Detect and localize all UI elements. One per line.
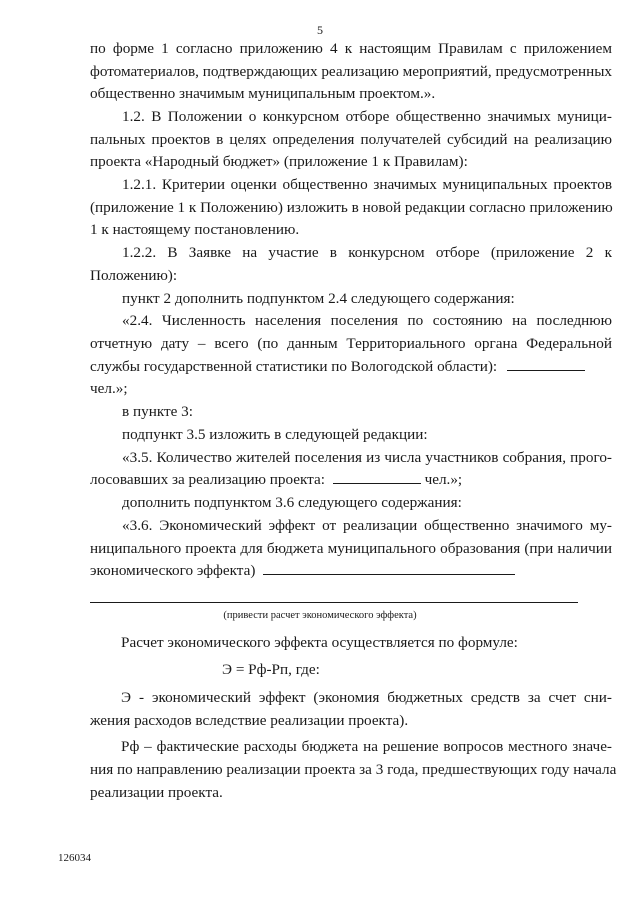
text-line: подпункт 3.5 изложить в следующей редакции: bbox=[122, 426, 428, 443]
text-line: фотоматериалов, подтверждающих реализацию мероприятий, предусмотренных bbox=[90, 63, 612, 80]
text-line: отчетную дату – всего (по данным Территориального органа Федеральной bbox=[90, 335, 612, 352]
text-line bbox=[90, 357, 612, 377]
fill-in-caption: (привести расчет экономического эффекта) bbox=[223, 610, 417, 621]
text-line: по форме 1 согласно приложению 4 к настоящим Правилам с приложением bbox=[90, 40, 612, 57]
text-line: Положению): bbox=[90, 267, 178, 284]
text-line: «3.5. Количество жителей поселения из числа участников собрания, прого- bbox=[122, 449, 612, 466]
text-line: в пункте 3: bbox=[122, 403, 193, 420]
text-fragment: чел.»; bbox=[424, 471, 463, 488]
text-line: (приложение 1 к Положению) изложить в новой редакции согласно приложению bbox=[90, 199, 613, 216]
text-line: реализации проекта. bbox=[90, 784, 223, 801]
text-fragment: службы государственной статистики по Вологодской области): bbox=[90, 358, 498, 375]
text-line: проекта «Народный бюджет» (приложение 1 к Правилам): bbox=[90, 153, 468, 170]
fill-in-blank bbox=[507, 357, 585, 371]
text-line: «2.4. Численность населения поселения по состоянию на последнюю bbox=[122, 312, 612, 329]
text-line: жения расходов вследствие реализации проекта). bbox=[90, 712, 409, 729]
text-fragment: лосовавших за реализацию проекта: bbox=[90, 471, 325, 488]
text-line: Расчет экономического эффекта осуществляется по формуле: bbox=[121, 634, 518, 651]
document-code: 126034 bbox=[58, 852, 91, 864]
text-line: Э - экономический эффект (экономия бюджетных средств за счет сни- bbox=[121, 689, 612, 706]
text-fragment: экономического эффекта) bbox=[90, 562, 256, 579]
formula: Э = Рф-Рп, где: bbox=[222, 661, 320, 678]
text-line: дополнить подпунктом 3.6 следующего содержания: bbox=[122, 494, 462, 511]
fill-in-blank bbox=[263, 561, 515, 575]
fill-in-rule bbox=[90, 602, 578, 603]
text-line: «3.6. Экономический эффект от реализации общественно значимого му- bbox=[122, 517, 612, 534]
page-number: 5 bbox=[317, 23, 323, 37]
text-line: ниципального проекта для бюджета муниципального образования (при наличии bbox=[90, 540, 612, 557]
text-line: пункт 2 дополнить подпунктом 2.4 следующего содержания: bbox=[122, 290, 515, 307]
text-line: пальных проектов в целях определения получателей субсидий на реализацию bbox=[90, 131, 612, 148]
fill-in-blank bbox=[333, 470, 421, 484]
text-line: чел.»; bbox=[90, 380, 128, 397]
text-line: Рф – фактические расходы бюджета на решение вопросов местного значе- bbox=[121, 738, 612, 755]
text-line: ния по направлению реализации проекта за 3 года, предшествующих году начала bbox=[90, 761, 617, 778]
text-line bbox=[90, 561, 612, 581]
text-line: 1 к настоящему постановлению. bbox=[90, 221, 300, 238]
text-line: 1.2.1. Критерии оценки общественно значимых муниципальных проектов bbox=[122, 176, 612, 193]
text-line: 1.2.2. В Заявке на участие в конкурсном отборе (приложение 2 к bbox=[122, 244, 612, 261]
text-line: общественно значимым муниципальным проектом.». bbox=[90, 85, 436, 102]
text-line bbox=[90, 470, 612, 490]
text-line: 1.2. В Положении о конкурсном отборе общественно значимых муници- bbox=[122, 108, 612, 125]
